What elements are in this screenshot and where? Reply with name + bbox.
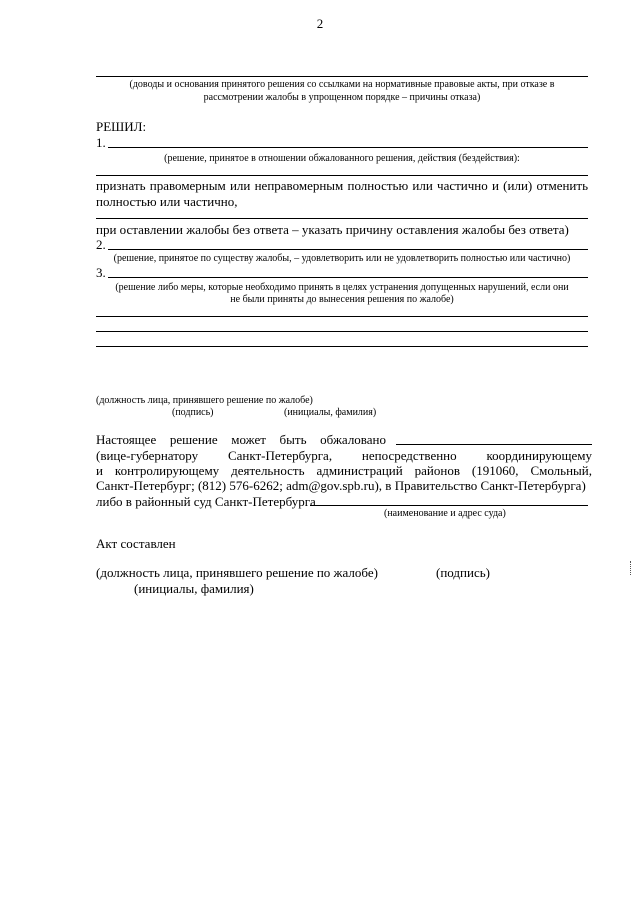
item1-text-line3: при оставлении жалобы без ответа – указать причину оставления жалобы без ответа) bbox=[96, 222, 569, 237]
decided-heading: РЕШИЛ: bbox=[96, 119, 147, 134]
appeal-line5: либо в районный суд Санкт-Петербурга bbox=[96, 494, 316, 509]
blank-line-3 bbox=[96, 346, 588, 347]
item2-fill-line bbox=[108, 249, 588, 250]
item1-caption: (решение, принятое в отношении обжалованного решения, действия (бездействия): bbox=[164, 153, 520, 164]
appeal-fill-line bbox=[396, 444, 592, 445]
item3-number: 3. bbox=[96, 265, 106, 280]
appeal-line3: и контролирующему деятельность администраций районов (191060, Смольный, bbox=[96, 463, 592, 478]
item1-text-line2: полностью или частично, bbox=[96, 194, 238, 209]
court-caption: (наименование и адрес суда) bbox=[384, 508, 506, 519]
item1-text-line1: признать правомерным или неправомерным полностью или частично и (или) отменить bbox=[96, 178, 588, 193]
item3-caption-line2: не были приняты до вынесения решения по жалобе) bbox=[230, 294, 454, 305]
signature-position-caption: (должность лица, принявшего решение по жалобе) bbox=[96, 395, 313, 406]
act-compiled: Акт составлен bbox=[96, 536, 176, 551]
page-number: 2 bbox=[316, 16, 324, 31]
footer-sign: (подпись) bbox=[436, 565, 490, 580]
item1-line-2 bbox=[96, 175, 588, 176]
item3-fill-line bbox=[108, 277, 588, 278]
court-fill-line bbox=[310, 505, 588, 506]
item1-number: 1. bbox=[96, 135, 106, 150]
item2-number: 2. bbox=[96, 237, 106, 252]
top-caption-line2: рассмотрении жалобы в упрощенном порядке – причины отказа) bbox=[203, 92, 481, 103]
blank-line-2 bbox=[96, 331, 588, 332]
item1-fill-line bbox=[108, 147, 588, 148]
signature-sign-caption: (подпись) bbox=[172, 407, 214, 418]
top-caption-line1: (доводы и основания принятого решения со ссылками на нормативные правовые акты, при отказе в bbox=[129, 79, 555, 90]
top-underline bbox=[96, 76, 588, 77]
item3-caption-line1: (решение либо меры, которые необходимо принять в целях устранения допущенных нарушений, если они bbox=[115, 282, 569, 293]
item2-caption: (решение, принятое по существу жалобы, – удовлетворить или не удовлетворить полностью или частично) bbox=[113, 253, 571, 264]
footer-name: (инициалы, фамилия) bbox=[134, 581, 254, 596]
item1-line-3 bbox=[96, 218, 588, 219]
appeal-line2: (вице-губернатору Санкт-Петербурга, непосредственно координирующему bbox=[96, 448, 592, 463]
blank-line-1 bbox=[96, 316, 588, 317]
footer-position: (должность лица, принявшего решение по жалобе) bbox=[96, 565, 378, 580]
signature-name-caption: (инициалы, фамилия) bbox=[284, 407, 377, 418]
scan-mark bbox=[630, 561, 632, 575]
appeal-line4: Санкт-Петербург; (812) 576-6262; adm@gov.spb.ru), в Правительство Санкт-Петербурга) bbox=[96, 478, 586, 493]
appeal-line1: Настоящее решение может быть обжаловано bbox=[96, 432, 386, 447]
